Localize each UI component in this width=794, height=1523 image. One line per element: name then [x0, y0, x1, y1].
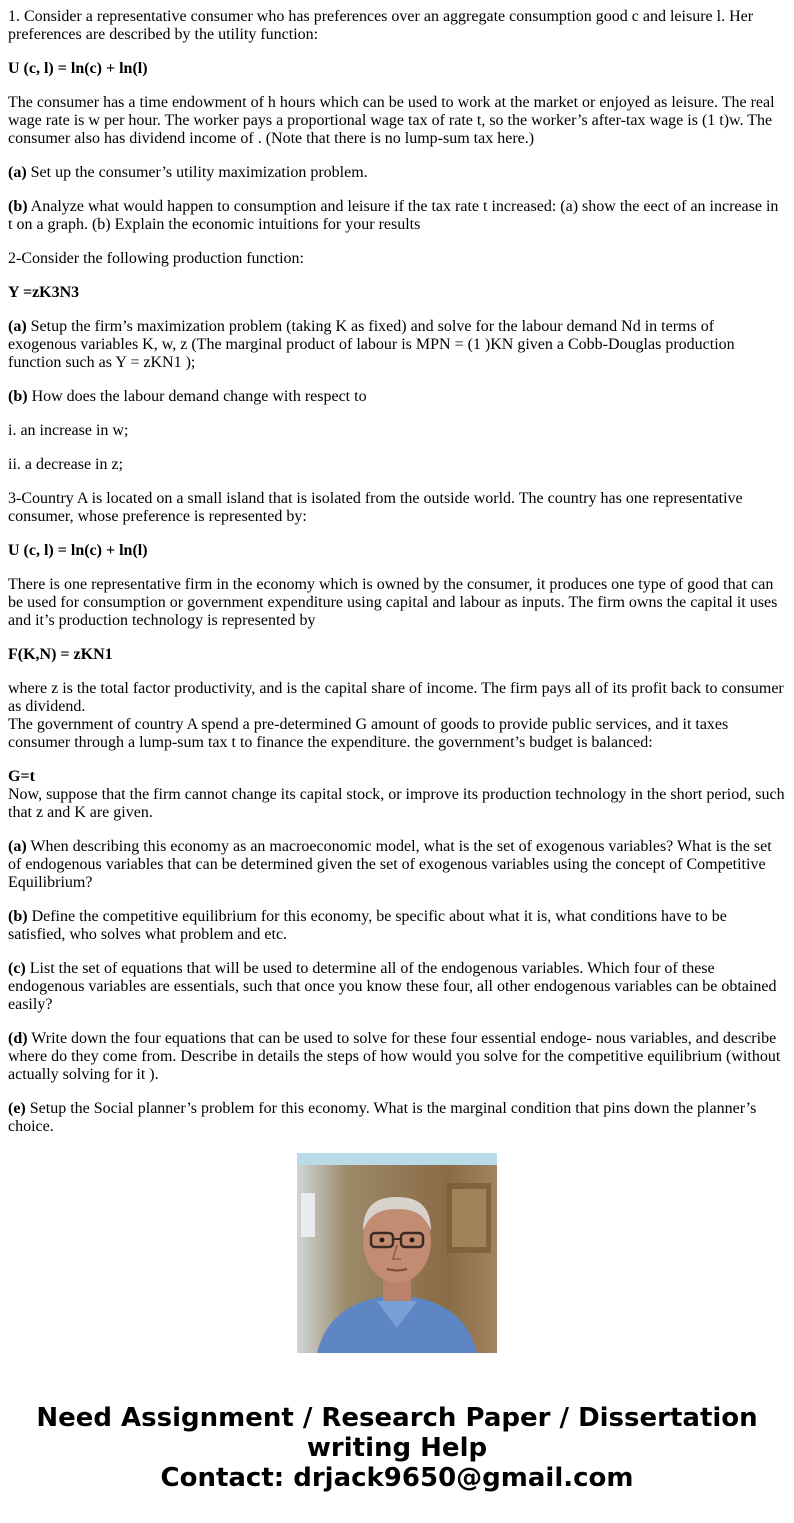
q1-utility-function [8, 60, 786, 78]
q2-a-label: (a) [8, 318, 27, 335]
q3-d-text: Write down the four equations that can be used to solve for these four essential endoge- nous variables, and describe where do they come from. Describe in details the steps of how would you solve for the competitive equilibrium (without actually solving for it ). [8, 1030, 781, 1083]
q3-c-label: (c) [8, 960, 26, 977]
q3-d-label: (d) [8, 1030, 28, 1047]
q3-budget-text: G=t [8, 768, 35, 785]
q2-intro: 2-Consider the following production function: [8, 250, 304, 267]
q3-budget-constraint [8, 768, 786, 786]
q1-part-a [8, 164, 786, 182]
q3-e-label: (e) [8, 1100, 26, 1117]
q3-intro: 3-Country A is located on a small island that is isolated from the outside world. The country has one representative consumer, whose preference is represented by: [8, 490, 743, 525]
promo-contact-line: Contact: drjack9650@gmail.com [160, 1463, 634, 1493]
q2-item-i: i. an increase in w; [8, 422, 129, 439]
q3-a-label: (a) [8, 838, 27, 855]
q2-b-label: (b) [8, 388, 28, 405]
contact-banner [0, 1403, 794, 1493]
q3-part-b [8, 908, 786, 944]
author-photo [297, 1153, 497, 1353]
q1-setup: The consumer has a time endowment of h hours which can be used to work at the market or enjoyed as leisure. The real wage rate is w per hour. The worker pays a proportional wage tax of rate t, so the worker’s after-tax wage is (1 t)w. The consumer also has dividend income of . (Note that there is no lump-sum tax here.) [8, 94, 775, 147]
q2-part-a [8, 318, 786, 372]
q3-part-c [8, 960, 786, 1014]
q3-production-function [8, 646, 786, 664]
q2-b-text: How does the labour demand change with respect to [27, 388, 367, 405]
q3-tfp-line: where z is the total factor productivity, and is the capital share of income. The firm pays all of its profit back to consumer as dividend. [8, 680, 784, 715]
q3-b-text: Define the competitive equilibrium for this economy, be specific about what it is, what conditions have to be satisfied, who solves what problem and etc. [8, 908, 727, 943]
q3-part-e [8, 1100, 786, 1136]
q3-e-text: Setup the Social planner’s problem for this economy. What is the marginal condition that pins down the planner’s choice. [8, 1100, 757, 1135]
q2-production-function [8, 284, 786, 302]
q1-part-b [8, 198, 786, 234]
q3-a-text: When describing this economy as an macroeconomic model, what is the set of exogenous variables? What is the set of endogenous variables that can be determined given the set of exogenous variables using the concept of Competitive Equilibrium? [8, 838, 772, 891]
q3-c-text: List the set of equations that will be used to determine all of the endogenous variables. Which four of these endogenous variables are essentials, such that once you know these four, all other endogenous variables can be obtained easily? [8, 960, 777, 1013]
q3-part-d [8, 1030, 786, 1084]
q3-b-label: (b) [8, 908, 28, 925]
q1-b-text: Analyze what would happen to consumption and leisure if the tax rate t increased: (a) show the eect of an increase in t on a graph. (b) Explain the economic intuitions for your results [8, 198, 779, 233]
portrait-illustration [297, 1153, 497, 1353]
question-document [8, 8, 786, 1135]
q3-part-a [8, 838, 786, 892]
q1-utility-text: U (c, l) = ln(c) + ln(l) [8, 60, 148, 77]
q1-b-label: (b) [8, 198, 28, 215]
q3-firm-description: There is one representative firm in the economy which is owned by the consumer, it produces one type of good that can be used for consumption or government expenditure using capital and labour as inputs. The firm owns the capital it uses and it’s production technology is represented by [8, 576, 778, 629]
q2-production-text: Y =zK3N3 [8, 284, 80, 301]
promo-line-1: Need Assignment / Research Paper / Dissertation [36, 1403, 758, 1433]
promo-line-2: writing Help [306, 1433, 488, 1463]
q3-short-run: Now, suppose that the firm cannot change its capital stock, or improve its production technology in the short period, such that z and K are given. [8, 786, 785, 821]
q1-intro: 1. Consider a representative consumer who has preferences over an aggregate consumption good c and leisure l. Her preferences are described by the utility function: [8, 8, 754, 43]
q3-utility-text: U (c, l) = ln(c) + ln(l) [8, 542, 148, 559]
q3-production-text: F(K,N) = zKN1 [8, 646, 113, 663]
q2-a-text: Setup the firm’s maximization problem (taking K as fixed) and solve for the labour demand Nd in terms of exogenous variables K, w, z (The marginal product of labour is MPN = (1 )KN given a Cobb-Douglas production function such as Y = zKN1 ); [8, 318, 735, 371]
q3-government-line: The government of country A spend a pre-determined G amount of goods to provide public services, and it taxes consumer through a lump-sum tax t to finance the expenditure. the government’s budget is balanced: [8, 716, 729, 751]
q2-part-b [8, 388, 786, 406]
q3-utility-function [8, 542, 786, 560]
q2-item-ii: ii. a decrease in z; [8, 456, 124, 473]
q1-a-label: (a) [8, 164, 27, 181]
q1-a-text: Set up the consumer’s utility maximization problem. [26, 164, 368, 181]
